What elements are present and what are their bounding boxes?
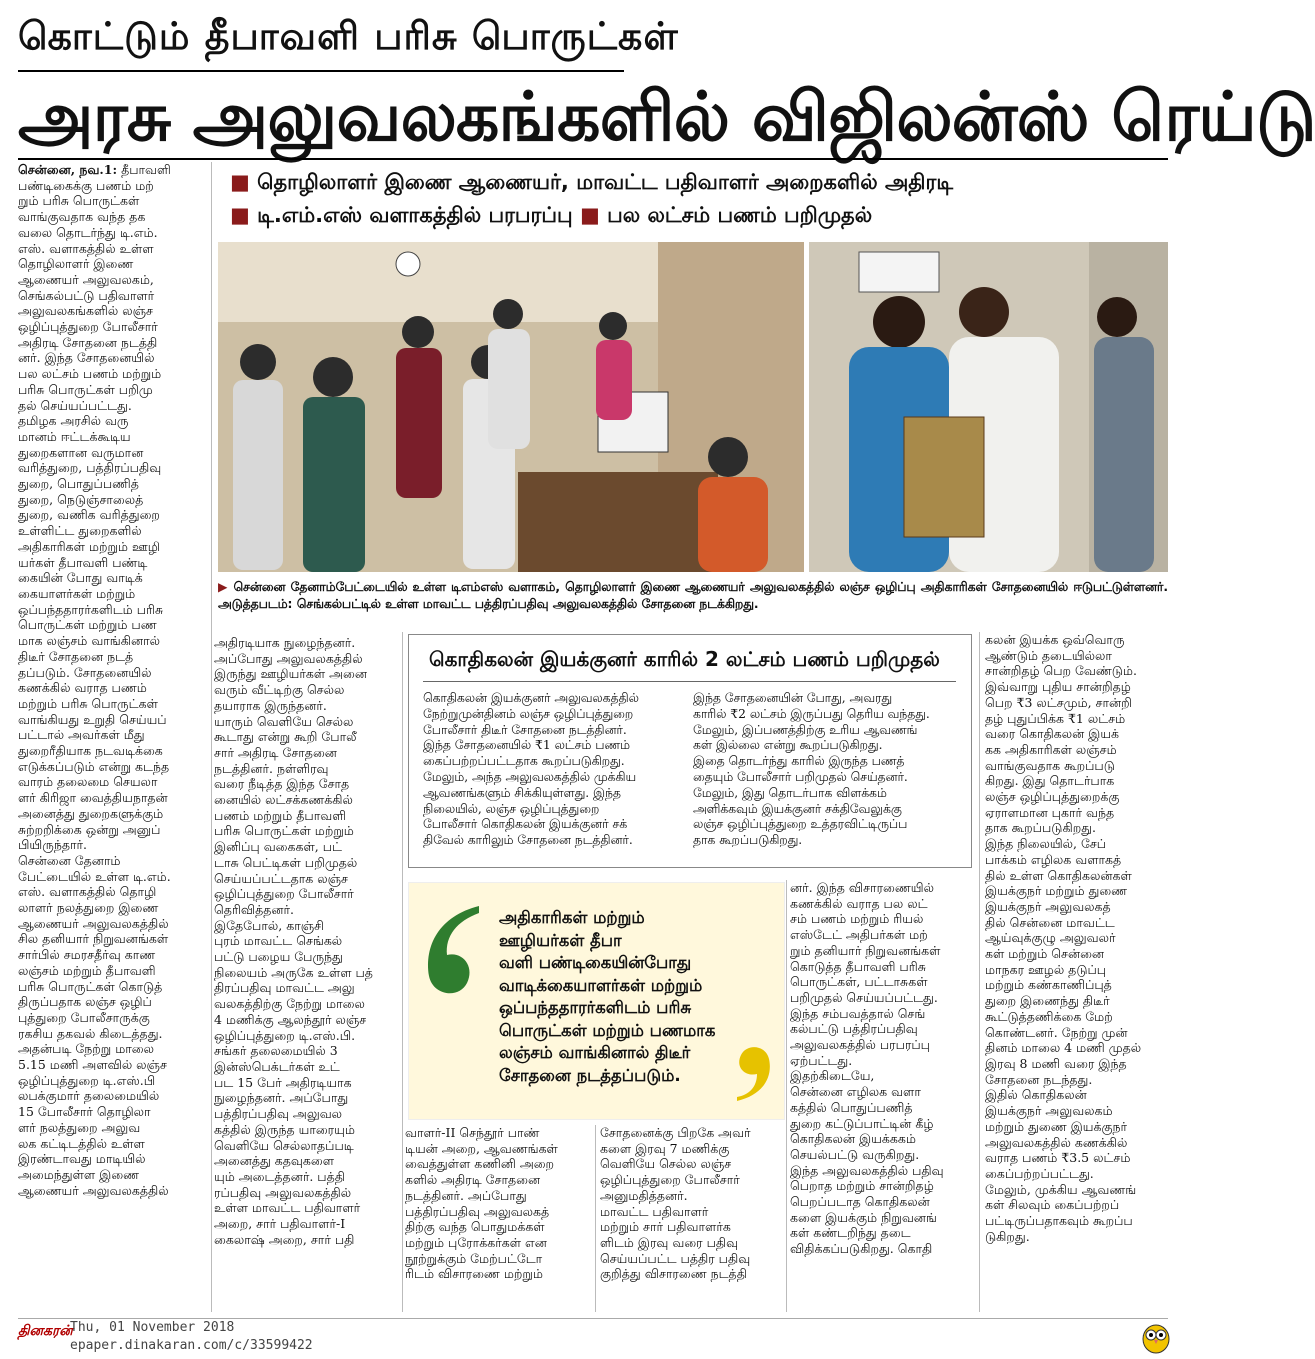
deck-line-1 [230,170,953,197]
photo-caption [218,579,1168,613]
close-quote-icon [729,1043,775,1103]
article-column-2 [214,635,399,1247]
dateline: சென்னை, நவ.1: [18,162,118,177]
kicker-title: கொட்டும் தீபாவளி பரிசு பொருட்கள் [18,14,679,58]
column-divider [786,880,787,1312]
sidebar-divider [423,681,956,682]
sidebar-box [408,634,972,868]
dinakaran-logo: தினகரன் [18,1323,73,1339]
sidebar-left-text: கொதிகலன் இயக்குனர் அலுவலகத்தில் நேற்றுமுன்தினம் லஞ்ச ஒழிப்புத்துறை போலீசார் திடீர் சோதனை நடத்தினர். இந்த சோதனையில் ₹1 லட்சம் பணம் கைப்பற்றப்பட்டதாக கூறப்படுகிறது. மேலும், அந்த அலுவலகத்தில் முக்கிய ஆவணங்களும் சிக்கியுள்ளது. இந்த நிலையில், லஞ்ச ஒழிப்புத்துறை போலீசார் கொதிகலன் இயக்குனர் சக் திவேல் காரிலும் சோதனை நடத்தினர். [423,691,639,848]
sidebar-column-left [423,691,685,849]
article-col1-text: தீபாவளி பண்டிகைக்கு பணம் மற் றும் பரிசு பொருட்கள் வாங்குவதாக வந்த தக வலை தொடர்ந்து டி.எம். எஸ். வளாகத்தில் உள்ள தொழிலாளர் இணை ஆணையர் அலுவலகம், செங்கல்பட்டு பதிவாளர் அலுவலகங்களில் லஞ்ச ஒழிப்புத்துறை போலீசார் அதிரடி சோதனை நடத்தி னர். இந்த சோதனையில் பல லட்சம் பணம் மற்றும் பரிசு பொருட்கள் பறிமு தல் செய்யப்பட்டது. தமிழக அரசில் வரு மானம் ஈட்டக்கூடிய துறைகளான வருமான வரித்துறை, பத்திரப்பதிவு துறை, பொதுப்பணித் துறை, நெடுஞ்சாலைத் துறை, வணிக வரித்துறை உள்ளிட்ட துறைகளில் அதிகாரிகள் மற்றும் ஊழி யர்கள் தீபாவளி பண்டி கையின் போது வாடிக் கையாளர்கள் மற்றும் ஒப்பந்ததாரர்களிடம் பரிசு பொருட்கள் மற்றும் பண மாக லஞ்சம் வாங்கினால் திடீர் சோதனை நடத் தப்படும். சோதனையில் கணக்கில் வராத பணம் மற்றும் பரிசு பொருட்கள் வாங்கியது உறுதி செய்யப் பட்டால் அவர்கள் மீது துறைரீதியாக நடவடிக்கை எடுக்கப்படும் என்று கடந்த வாரம் தலைமை செயலா ளர் கிரிஜா வைத்தியநாதன் அனைத்து துறைகளுக்கும் சுற்றறிக்கை ஒன்று அனுப் பியிருந்தார். சென்னை தேனாம் பேட்டையில் உள்ள டி.எம். எஸ். வளாகத்தில் தொழி லாளர் நலத்துறை இணை ஆணையர் அலுவலகத்தில் சில தனியார் நிறுவனங்கள் சார்பில் சமரசதீர்வு காண லஞ்சம் மற்றும் தீபாவளி பரிசு பொருட்கள் கொடுத் திருப்பதாக லஞ்ச ஒழிப் புத்துறை போலீசாருக்கு ரகசிய தகவல் கிடைத்தது. அதன்படி நேற்று மாலை 5.15 மணி அளவில் லஞ்ச ஒழிப்புத்துறை டி.எஸ்.பி லபக்குமார் தலைமையில் 15 போலீசார் தொழிலா ளர் நலத்துறை அலுவ லக கட்டிடத்தில் உள்ள இரண்டாவது மாடியில் அமைந்துள்ள இணை ஆணையர் அலுவலகத்தில் [18,162,171,1198]
article-column-5 [790,880,975,1257]
article-column-3 [405,1125,590,1282]
deck-bullet-icon: ■ [230,170,250,194]
column-divider [595,1125,596,1312]
sidebar-title: கொதிகலன் இயக்குனர் காரில் 2 லட்சம் பணம் பறிமுதல் [429,647,940,671]
pull-quote [408,882,785,1120]
article-col3-text: வாளர்-II செந்தூர் பாண் டியன் அறை, ஆவணங்கள் வைத்துள்ள கணினி அறை களில் அதிரடி சோதனை நடத்தினர். அப்போது பத்திரப்பதிவு அலுவலகத் திற்கு வந்த பொதுமக்கள் மற்றும் புரோக்கர்கள் என நூற்றுக்கும் மேற்பட்டோ ரிடம் விசாரணை மற்றும் [405,1125,558,1282]
footer-divider [18,1318,1168,1319]
caption-triangle-icon: ▶ [218,580,229,594]
caption-text: சென்னை தேனாம்பேட்டையில் உள்ள டிஎம்எஸ் வளாகம், தொழிலாளர் இணை ஆணையர் அலுவலகத்தில் லஞ்ச ஒழிப்பு அதிகாரிகள் சோதனையில் ஈடுபட்டுள்ளனர். அடுத்தபடம்: செங்கல்பட்டில் உள்ள மாவட்ட பத்திரப்பதிவு அலுவலகத்தில் சோதனை நடக்கிறது. [218,580,1168,611]
article-col6-text: கலன் இயக்க ஒவ்வொரு ஆண்டும் தடையில்லா சான்றிதழ் பெற வேண்டும். இவ்வாறு புதிய சான்றிதழ் பெற ₹3 லட்சமும், சான்றி தழ் புதுப்பிக்க ₹1 லட்சம் வரை கொதிகலன் இயக் கக அதிகாரிகள் லஞ்சம் வாங்குவதாக கூறப்படு கிறது. இது தொடர்பாக லஞ்ச ஒழிப்புத்துறைக்கு ஏராளமான புகார் வந்த தாக கூறப்படுகிறது. இந்த நிலையில், சேப் பாக்கம் எழிலக வளாகத் தில் உள்ள கொதிகலன்கள் இயக்குநர் மற்றும் துணை இயக்குநர் அலுவலகத் தில் சென்னை மாவட்ட ஆய்வுக்குழு அலுவலர் கள் மற்றும் சென்னை மாநகர ஊழல் தடுப்பு மற்றும் கண்காணிப்புத் துறை இணைந்து திடீர் கூட்டுத்தணிக்கை மேற் கொண்டனர். நேற்று முன் தினம் மாலை 4 மணி முதல் இரவு 8 மணி வரை இந்த சோதனை நடந்தது. இதில் கொதிகலன் இயக்குநர் அலுவலகம் மற்றும் துணை இயக்குநர் அலுவலகத்தில் கணக்கில் வராத பணம் ₹3.5 லட்சம் கைப்பற்றப்பட்டது. மேலும், முக்கிய ஆவணங் கள் சிலவும் கைப்பற்றப் பட்டிருப்பதாகவும் கூறப்ப டுகிறது. [985,632,1142,1244]
photo-tms-raid [218,242,804,572]
owl-icon [1140,1320,1172,1354]
deck-text-2b: பல லட்சம் பணம் பறிமுதல் [607,203,873,227]
article-col5-text: னர். இந்த விசாரணையில் கணக்கில் வராத பல லட் சம் பணம் மற்றும் ரியல் எஸ்டேட் அதிபர்கள் மற் றும் தனியார் நிறுவனங்கள் கொடுத்த தீபாவளி பரிசு பொருட்கள், பட்டாசுகள் பறிமுதல் செய்யப்பட்டது. இந்த சம்பவத்தால் செங் கல்பட்டு பத்திரப்பதிவு அலுவலகத்தில் பரபரப்பு ஏற்பட்டது. இதற்கிடையே, சென்னை எழிலக வளா கத்தில் பொதுப்பணித் துறை கட்டுப்பாட்டின் கீழ் கொதிகலன் இயக்ககம் செயல்பட்டு வருகிறது. இந்த அலுவலகத்தில் பதிவு பெறாத மற்றும் சான்றிதழ் பெறப்படாத கொதிகலன் களை இயக்கும் நிறுவனங் கள் கண்டறிந்து தடை விதிக்கப்படுகிறது. கொதி [790,880,944,1257]
deck-bullet-icon: ■ [230,203,250,227]
article-column-4 [600,1125,785,1282]
column-divider [979,632,980,1312]
photo-registrar-raid [809,242,1168,572]
article-col4-text: சோதனைக்கு பிறகே அவர் களை இரவு 7 மணிக்கு வெளியே செல்ல லஞ்ச ஒழிப்புத்துறை போலீசார் அனுமதித்தனர். மாவட்ட பதிவாளர் மற்றும் சார் பதிவாளர்க ளிடம் இரவு வரை பதிவு செய்யப்பட்ட பத்திர பதிவு குறித்து விசாரணை நடத்தி [600,1125,751,1282]
kicker-divider [18,70,624,72]
pull-quote-text: அதிகாரிகள் மற்றும் ஊழியர்கள் தீபா வளி பண்டிகையின்போது வாடிக்கையாளர்கள் மற்றும் ஒப்பந்ததாரர்களிடம் பரிசு பொருட்கள் மற்றும் பணமாக லஞ்சம் வாங்கினால் திடீர் சோதனை நடத்தப்படும். [499,908,716,1085]
deck-bullet-icon: ■ [579,203,600,227]
sidebar-column-right [693,691,955,849]
headline-divider [18,158,1168,160]
sidebar-right-text: இந்த சோதனையின் போது, அவரது காரில் ₹2 லட்சம் இருப்பது தெரிய வந்தது. மேலும், இப்பணத்திற்கு உரிய ஆவணங் கள் இல்லை என்று கூறப்படுகிறது. இதை தொடர்ந்து காரில் இருந்த பணத் தையும் போலீசார் பறிமுதல் செய்தனர். மேலும், இது தொடர்பாக விளக்கம் அளிக்கவும் இயக்குனர் சக்திவேலுக்கு லஞ்ச ஒழிப்புத்துறை உத்தரவிட்டிருப்ப தாக கூறப்படுகிறது. [693,691,930,848]
deck-line-2 [230,203,872,230]
deck-text-2a: டி.எம்.எஸ் வளாகத்தில் பரபரப்பு [257,203,573,227]
headline: அரசு அலுவலகங்களில் விஜிலன்ஸ் ரெய்டு [18,78,1315,157]
deck-text-1: தொழிலாளர் இணை ஆணையர், மாவட்ட பதிவாளர் அறைகளில் அதிரடி [257,170,954,194]
article-column-1 [18,162,208,1198]
edition-date: Thu, 01 November 2018 [70,1320,235,1335]
column-divider [402,632,403,1312]
open-quote-icon [419,901,489,1001]
article-column-6 [985,632,1170,1244]
epaper-link[interactable]: epaper.dinakaran.com/c/33599422 [70,1338,313,1353]
column-divider [211,162,212,1312]
article-col2-text: அதிரடியாக நுழைந்தனர். அப்போது அலுவலகத்தில் இருந்து ஊழியர்கள் அனை வரும் வீட்டிற்கு செல்ல தயாராக இருந்தனர். யாரும் வெளியே செல்ல கூடாது என்று கூறி போலீ சார் அதிரடி சோதனை நடத்தினர். நள்ளிரவு வரை நீடித்த இந்த சோத னையில் லட்சக்கணக்கில் பணம் மற்றும் தீபாவளி பரிசு பொருட்கள் மற்றும் இனிப்பு வகைகள், பட் டாசு பெட்டிகள் பறிமுதல் செய்யப்பட்டதாக லஞ்ச ஒழிப்புத்துறை போலீசார் தெரிவித்தனர். இதேபோல், காஞ்சி புரம் மாவட்ட செங்கல் பட்டு பழைய பேருந்து நிலையம் அருகே உள்ள பத் திரப்பதிவு மாவட்ட அலு வலகத்திற்கு நேற்று மாலை 4 மணிக்கு ஆலந்தூர் லஞ்ச ஒழிப்புத்துறை டி.எஸ்.பி. சங்கர் தலைமையில் 3 இன்ஸ்பெக்டர்கள் உட் பட 15 பேர் அதிரடியாக நுழைந்தனர். அப்போது பத்திரப்பதிவு அலுவல கத்தில் இருந்த யாரையும் வெளியே செல்லாதப்படி அனைத்து கதவுகளை யும் அடைத்தனர். பத்தி ரப்பதிவு அலுவலகத்தில் உள்ள மாவட்ட பதிவாளர் அறை, சார் பதிவாளர்-I கைலாஷ் அறை, சார் பதி [214,635,373,1247]
